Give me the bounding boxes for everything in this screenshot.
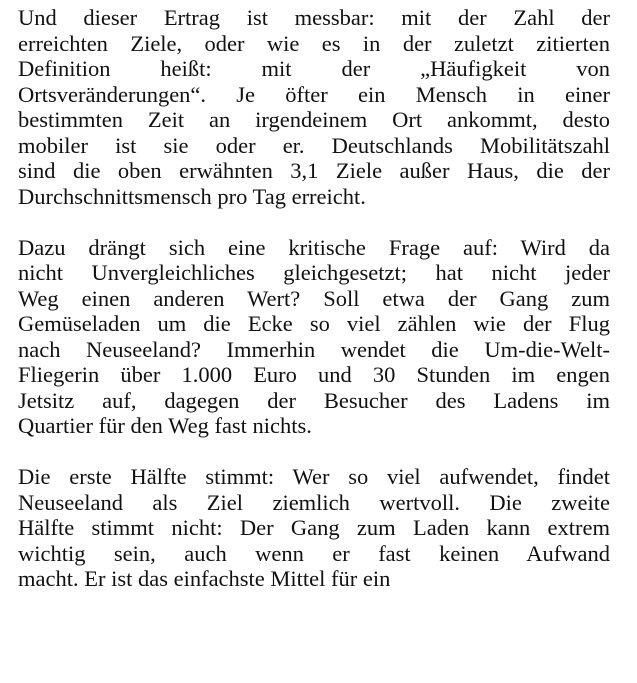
paragraph-2 bbox=[18, 235, 610, 439]
text-line: sind die oben erwähnten 3,1 Ziele außer Haus, die der bbox=[18, 158, 610, 183]
text-line: nicht Unvergleichliches gleichgesetzt; hat nicht jeder bbox=[18, 260, 610, 285]
text-line: Durchschnittsmensch pro Tag erreicht. bbox=[18, 183, 366, 209]
text-line: Hälfte stimmt nicht: Der Gang zum Laden kann extrem bbox=[18, 515, 610, 540]
text-line: Die erste Hälfte stimmt: Wer so viel aufwendet, findet bbox=[18, 464, 610, 489]
text-line: Gemüseladen um die Ecke so viel zählen wie der Flug bbox=[18, 311, 610, 336]
text-line: erreichten Ziele, oder wie es in der zuletzt zitierten bbox=[18, 30, 610, 56]
paragraph-1 bbox=[18, 5, 610, 209]
text-line: Weg einen anderen Wert? Soll etwa der Gang zum bbox=[18, 285, 610, 311]
text-line: Dazu drängt sich eine kritische Frage auf: Wird da bbox=[18, 234, 610, 260]
text-line: macht. Er ist das einfachste Mittel für ein bbox=[18, 566, 391, 591]
document-page bbox=[18, 5, 610, 617]
text-line: nach Neuseeland? Immerhin wendet die Um-die-Welt- bbox=[18, 336, 610, 362]
text-line: Definition heißt: mit der „Häufigkeit von bbox=[18, 56, 610, 81]
text-line: Fliegerin über 1.000 Euro und 30 Stunden im engen bbox=[18, 362, 610, 387]
text-line: Und dieser Ertrag ist messbar: mit der Zahl der bbox=[18, 5, 610, 30]
text-line: bestimmten Zeit an irgendeinem Ort ankommt, desto bbox=[18, 107, 610, 132]
text-line: mobiler ist sie oder er. Deutschlands Mobilitätszahl bbox=[18, 132, 610, 158]
text-line: Neuseeland als Ziel ziemlich wertvoll. Die zweite bbox=[18, 489, 610, 515]
paragraph-3 bbox=[18, 464, 610, 592]
text-line: Ortsveränderungen“. Je öfter ein Mensch in einer bbox=[18, 81, 610, 107]
text-line: Quartier für den Weg fast nichts. bbox=[18, 413, 312, 438]
text-line: Jetsitz auf, dagegen der Besucher des Ladens im bbox=[18, 387, 610, 413]
text-line: wichtig sein, auch wenn er fast keinen Aufwand bbox=[18, 540, 610, 566]
